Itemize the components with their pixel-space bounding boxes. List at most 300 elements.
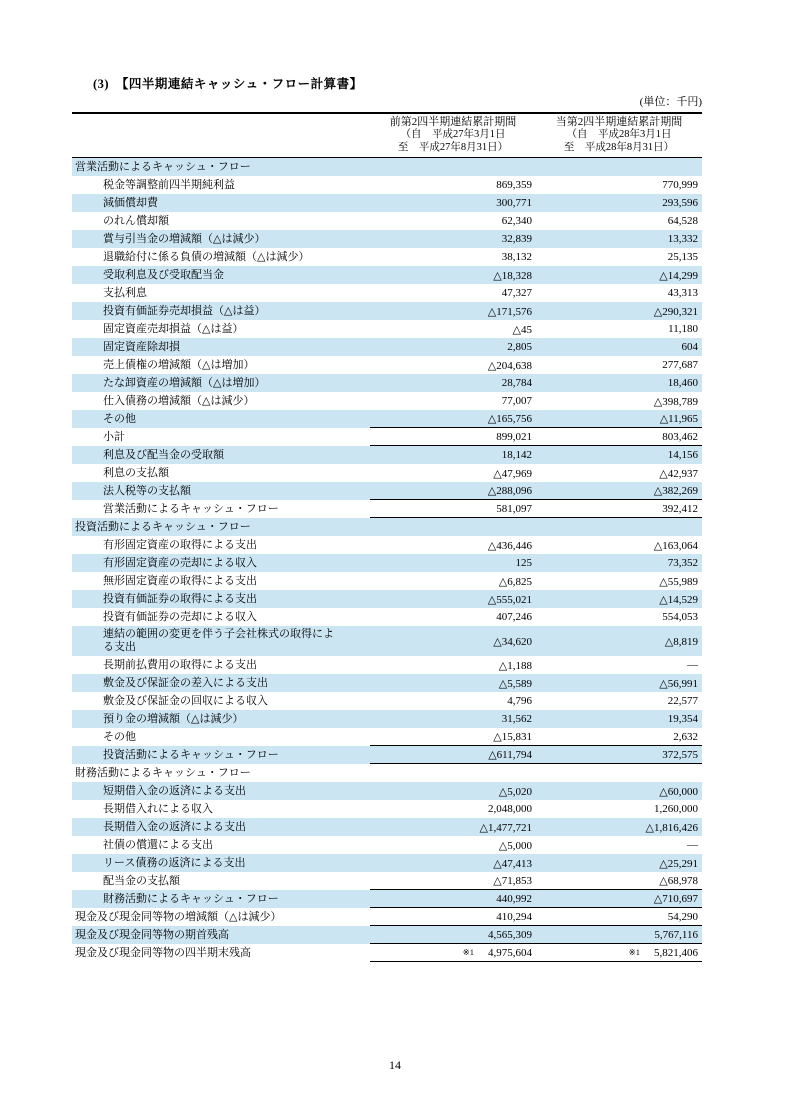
table-row <box>72 728 702 746</box>
value-cell <box>370 893 536 905</box>
row-values <box>370 320 702 338</box>
section-label: 投資活動によるキャッシュ・フロー <box>75 520 251 533</box>
row-label: 長期借入れによる収入 <box>103 802 213 815</box>
row-values <box>370 374 702 392</box>
value: 31,562 <box>501 713 532 725</box>
header-col-previous-period <box>370 116 536 154</box>
value-cell <box>370 575 536 588</box>
value: △710,697 <box>653 893 698 905</box>
value-cell <box>536 197 702 209</box>
value-cell <box>536 179 702 191</box>
row-label: 敷金及び保証金の回収による収入 <box>103 694 268 707</box>
value: △11,965 <box>659 413 698 425</box>
value-cell <box>536 251 702 263</box>
value: 62,340 <box>501 215 532 227</box>
table-row <box>72 536 702 554</box>
value-cell <box>370 251 536 263</box>
row-values <box>370 908 702 926</box>
value-cell <box>536 839 702 851</box>
table-row <box>72 944 702 962</box>
value-cell <box>370 839 536 852</box>
row-label: 無形固定資産の取得による支出 <box>103 574 257 587</box>
value-cell <box>536 874 702 887</box>
footnote-ref: ※1 <box>462 947 474 957</box>
value: △290,321 <box>653 305 698 318</box>
row-label: 固定資産除却損 <box>103 340 180 353</box>
row-label: 連結の範囲の変更を伴う子会社株式の取得による支出 <box>103 628 334 653</box>
table-row <box>72 266 702 284</box>
row-label: 仕入債務の増減額（△は減少） <box>103 394 255 407</box>
value-cell <box>536 911 702 923</box>
value: △5,020 <box>498 785 532 798</box>
row-values <box>370 464 702 482</box>
value-cell <box>536 892 702 905</box>
value: 293,596 <box>662 197 698 209</box>
value-cell <box>370 197 536 209</box>
value-cell <box>370 269 536 282</box>
page-title: (3) 【四半期連結キャッシュ・フロー計算書】 <box>93 77 363 91</box>
unit-note: (単位：千円) <box>639 96 702 108</box>
value: 372,575 <box>662 748 698 761</box>
row-values <box>370 590 702 608</box>
row-label: 投資有価証券の取得による支出 <box>103 592 257 605</box>
value-cell <box>370 593 536 606</box>
row-label: 現金及び現金同等物の増減額（△は減少） <box>75 910 282 923</box>
value-cell <box>370 412 536 425</box>
row-label: 固定資産売却損益（△は益） <box>103 322 244 335</box>
value: △171,576 <box>487 305 532 318</box>
value: 38,132 <box>501 251 532 263</box>
value: 392,412 <box>662 502 698 515</box>
value: △1,816,426 <box>645 821 698 834</box>
table-row <box>72 626 702 656</box>
value: ― <box>687 839 698 851</box>
row-values <box>370 248 702 266</box>
value-cell <box>536 731 702 743</box>
table-row <box>72 572 702 590</box>
value-cell <box>370 929 536 941</box>
table-row <box>72 230 702 248</box>
value: 604 <box>681 341 698 353</box>
value: 440,992 <box>496 892 532 905</box>
value: 1,260,000 <box>654 803 698 815</box>
value-cell <box>536 467 702 480</box>
value-cell <box>370 911 536 923</box>
value-cell <box>370 323 536 336</box>
value: 2,048,000 <box>488 803 532 815</box>
value-cell <box>370 947 536 959</box>
table-row <box>72 428 702 446</box>
table-row <box>72 212 702 230</box>
value: △14,299 <box>659 269 698 282</box>
value-cell <box>370 785 536 798</box>
value: △6,825 <box>498 575 532 588</box>
table-row <box>72 482 702 500</box>
value: 4,565,309 <box>488 928 532 941</box>
value-cell <box>536 323 702 335</box>
value-cell <box>536 611 702 623</box>
row-label: 営業活動によるキャッシュ・フロー <box>103 502 279 515</box>
value: 28,784 <box>501 377 532 389</box>
row-label: 小計 <box>103 430 125 443</box>
row-label: 預り金の増減額（△は減少） <box>103 712 244 725</box>
table-row <box>72 338 702 356</box>
table-row <box>72 674 702 692</box>
period-from: （自 平成28年3月1日 <box>566 129 672 140</box>
value-cell <box>370 484 536 497</box>
value-cell <box>536 821 702 834</box>
value-cell <box>536 503 702 515</box>
row-values <box>370 854 702 872</box>
value-cell <box>370 287 536 299</box>
value: △45 <box>512 323 532 336</box>
table-row <box>72 710 702 728</box>
header-col-current-period <box>536 116 702 154</box>
value-cell <box>370 659 536 672</box>
row-values <box>370 410 702 428</box>
row-values <box>370 926 702 944</box>
period-title: 前第2四半期連結累計期間 <box>389 116 517 128</box>
section-label: 財務活動によるキャッシュ・フロー <box>75 766 251 779</box>
row-label: 利息及び配当金の受取額 <box>103 448 224 461</box>
table-row <box>72 746 702 764</box>
value: △47,969 <box>493 467 532 480</box>
row-label: 税金等調整前四半期純利益 <box>103 178 235 191</box>
value: △25,291 <box>659 857 698 870</box>
section-row <box>72 764 702 782</box>
row-label: 賞与引当金の増減額（△は減少） <box>103 232 266 245</box>
value-cell <box>536 539 702 552</box>
value: △15,831 <box>493 731 532 743</box>
row-label: 売上債権の増減額（△は増加） <box>103 358 255 371</box>
row-values <box>370 890 702 908</box>
value: 581,097 <box>496 502 532 515</box>
value: 770,999 <box>662 179 698 191</box>
value: △42,937 <box>659 467 698 480</box>
value-cell <box>536 635 702 648</box>
value: △71,853 <box>493 875 532 887</box>
value-cell <box>370 215 536 227</box>
section-row <box>72 518 702 536</box>
value-cell <box>370 467 536 480</box>
row-label: 受取利息及び受取配当金 <box>103 268 224 281</box>
value-cell <box>370 611 536 623</box>
value: 32,839 <box>501 233 532 245</box>
value: 11,180 <box>668 323 698 335</box>
value: 4,975,604 <box>488 946 532 959</box>
value-cell <box>370 635 536 648</box>
value-cell <box>536 677 702 690</box>
row-label: 投資有価証券の売却による収入 <box>103 610 257 623</box>
row-label: 短期借入金の返済による支出 <box>103 784 246 797</box>
row-label: 配当金の支払額 <box>103 874 180 887</box>
row-values <box>370 836 702 854</box>
value: △611,794 <box>488 749 532 761</box>
row-label: 法人税等の支払額 <box>103 484 191 497</box>
row-values <box>370 266 702 284</box>
value: △8,819 <box>664 635 698 648</box>
value: 869,359 <box>496 179 532 191</box>
value: 22,577 <box>667 695 698 707</box>
table-row <box>72 284 702 302</box>
value-cell <box>370 503 536 515</box>
value-cell <box>370 539 536 552</box>
value-cell <box>370 305 536 318</box>
value: △14,529 <box>659 593 698 606</box>
row-values <box>370 800 702 818</box>
table-row <box>72 464 702 482</box>
period-to: 至 平成27年8月31日） <box>397 141 509 153</box>
footnote-ref: ※1 <box>628 947 640 957</box>
table-row <box>72 854 702 872</box>
value: △47,413 <box>493 857 532 870</box>
table-row <box>72 446 702 464</box>
value: 899,021 <box>496 430 532 443</box>
value: △18,328 <box>493 269 532 282</box>
value-cell <box>536 233 702 245</box>
value: 2,805 <box>507 341 532 353</box>
value: 19,354 <box>667 713 698 725</box>
row-values <box>370 500 702 518</box>
value-cell <box>370 713 536 725</box>
value-cell <box>536 287 702 299</box>
row-values <box>370 710 702 728</box>
row-values <box>370 356 702 374</box>
row-values <box>370 338 702 356</box>
value: 54,290 <box>667 910 698 923</box>
value-cell <box>370 233 536 245</box>
value-cell <box>536 395 702 408</box>
value-cell <box>370 803 536 815</box>
value-cell <box>370 377 536 389</box>
row-label: たな卸資産の増減額（△は増加） <box>103 376 266 389</box>
table-row <box>72 176 702 194</box>
value-cell <box>536 449 702 461</box>
section-row <box>72 158 702 176</box>
value-cell <box>536 713 702 725</box>
table-row <box>72 608 702 626</box>
value: 407,246 <box>496 611 532 623</box>
table-row <box>72 890 702 908</box>
row-values <box>370 212 702 230</box>
table-row <box>72 692 702 710</box>
value-cell <box>370 359 536 372</box>
value: 5,821,406 <box>654 946 698 959</box>
value-cell <box>536 215 702 227</box>
table-row <box>72 656 702 674</box>
row-label: のれん償却額 <box>103 214 169 227</box>
row-values <box>370 482 702 500</box>
row-label: 長期前払費用の取得による支出 <box>103 658 257 671</box>
row-values <box>370 536 702 554</box>
row-label: 利息の支払額 <box>103 466 169 479</box>
value-cell <box>370 730 536 743</box>
table-row <box>72 554 702 572</box>
value-cell <box>370 857 536 870</box>
value-cell <box>536 929 702 941</box>
value: 410,294 <box>496 910 532 923</box>
row-values <box>370 944 702 962</box>
value: △5,000 <box>498 839 532 852</box>
row-label: その他 <box>103 730 136 743</box>
row-values <box>370 428 702 446</box>
value: 77,007 <box>501 395 532 407</box>
row-label: 減価償却費 <box>103 196 158 209</box>
table-row <box>72 248 702 266</box>
row-label: 敷金及び保証金の差入による支出 <box>103 676 268 689</box>
value-cell <box>370 821 536 834</box>
row-label: 退職給付に係る負債の増減額（△は減少） <box>103 250 310 263</box>
value: 4,796 <box>507 695 532 707</box>
row-label: 投資活動によるキャッシュ・フロー <box>103 748 279 761</box>
value: 18,460 <box>667 377 698 389</box>
value: 64,528 <box>667 215 698 227</box>
value-cell <box>536 857 702 870</box>
value-cell <box>370 395 536 407</box>
period-to: 至 平成28年8月31日） <box>563 141 675 153</box>
value: △1,477,721 <box>479 821 532 834</box>
value-cell <box>370 695 536 707</box>
row-values <box>370 818 702 836</box>
value-cell <box>370 179 536 191</box>
value: 43,313 <box>667 287 698 299</box>
row-label: 現金及び現金同等物の期首残高 <box>75 928 229 941</box>
table-row <box>72 818 702 836</box>
row-label: 財務活動によるキャッシュ・フロー <box>103 892 279 905</box>
value-cell <box>536 947 702 959</box>
table-header <box>72 112 702 158</box>
row-values <box>370 392 702 410</box>
value: ― <box>687 659 698 671</box>
section-label: 営業活動によるキャッシュ・フロー <box>75 160 251 173</box>
table-row <box>72 908 702 926</box>
value: 18,142 <box>501 449 532 461</box>
cf-table-body <box>72 158 702 962</box>
value: △60,000 <box>659 785 698 798</box>
value-cell <box>370 449 536 461</box>
value: 73,352 <box>667 557 698 569</box>
value: 803,462 <box>662 430 698 443</box>
value-cell <box>536 785 702 798</box>
value: 25,135 <box>667 251 698 263</box>
table-row <box>72 392 702 410</box>
value: 5,767,116 <box>654 928 698 941</box>
row-values <box>370 554 702 572</box>
value: 554,053 <box>662 611 698 623</box>
value: △163,064 <box>653 539 698 552</box>
value: △5,589 <box>498 677 532 690</box>
table-row <box>72 302 702 320</box>
value: △382,269 <box>653 485 698 497</box>
value: △436,446 <box>487 539 532 552</box>
value-cell <box>370 341 536 353</box>
row-label: 有形固定資産の売却による収入 <box>103 556 257 569</box>
table-row <box>72 872 702 890</box>
table-row <box>72 926 702 944</box>
row-label: 長期借入金の返済による支出 <box>103 820 246 833</box>
table-row <box>72 374 702 392</box>
value: 47,327 <box>501 287 532 299</box>
row-values <box>370 608 702 626</box>
row-values <box>370 446 702 464</box>
row-values <box>370 572 702 590</box>
value-cell <box>536 341 702 353</box>
page-number: 14 <box>389 1058 401 1072</box>
value-cell <box>536 695 702 707</box>
row-values <box>370 692 702 710</box>
table-row <box>72 800 702 818</box>
value-cell <box>370 677 536 690</box>
table-row <box>72 590 702 608</box>
value-cell <box>370 748 536 761</box>
value-cell <box>536 269 702 282</box>
table-row <box>72 836 702 854</box>
value: △288,096 <box>487 485 532 497</box>
value: 277,687 <box>662 359 698 371</box>
value: 125 <box>515 557 532 569</box>
row-label: その他 <box>103 412 136 425</box>
row-label: 投資有価証券売却損益（△は益） <box>103 304 266 317</box>
table-row <box>72 320 702 338</box>
row-values <box>370 782 702 800</box>
value-cell <box>536 575 702 588</box>
value: 300,771 <box>496 197 532 209</box>
row-values <box>370 194 702 212</box>
value-cell <box>370 431 536 443</box>
row-values <box>370 230 702 248</box>
table-row <box>72 410 702 428</box>
value: △204,638 <box>487 359 532 372</box>
row-label: リース債務の返済による支出 <box>103 856 246 869</box>
header-spacer <box>72 116 370 154</box>
table-row <box>72 782 702 800</box>
value: 2,632 <box>673 730 698 743</box>
value: △398,789 <box>653 395 698 408</box>
row-label: 有形固定資産の取得による支出 <box>103 538 257 551</box>
table-row <box>72 194 702 212</box>
value-cell <box>370 874 536 887</box>
value-cell <box>370 557 536 569</box>
value-cell <box>536 803 702 815</box>
cash-flow-table <box>72 112 702 962</box>
row-values <box>370 746 702 764</box>
value: △165,756 <box>487 413 532 425</box>
value-cell <box>536 557 702 569</box>
value-cell <box>536 431 702 443</box>
period-from: （自 平成27年3月1日 <box>400 129 506 140</box>
period-title: 当第2四半期連結累計期間 <box>555 116 683 128</box>
value: △1,188 <box>498 659 532 672</box>
row-values <box>370 728 702 746</box>
value-cell <box>536 749 702 761</box>
value: △68,978 <box>659 875 698 887</box>
value-cell <box>536 484 702 497</box>
table-row <box>72 356 702 374</box>
row-values <box>370 176 702 194</box>
row-values <box>370 674 702 692</box>
row-values <box>370 656 702 674</box>
table-row <box>72 500 702 518</box>
row-values <box>370 626 702 656</box>
value: △34,620 <box>493 635 532 648</box>
value: 13,332 <box>667 233 698 245</box>
value-cell <box>536 412 702 425</box>
row-values <box>370 872 702 890</box>
value-cell <box>536 305 702 318</box>
row-label: 社債の償還による支出 <box>103 838 213 851</box>
value-cell <box>536 659 702 671</box>
row-values <box>370 284 702 302</box>
